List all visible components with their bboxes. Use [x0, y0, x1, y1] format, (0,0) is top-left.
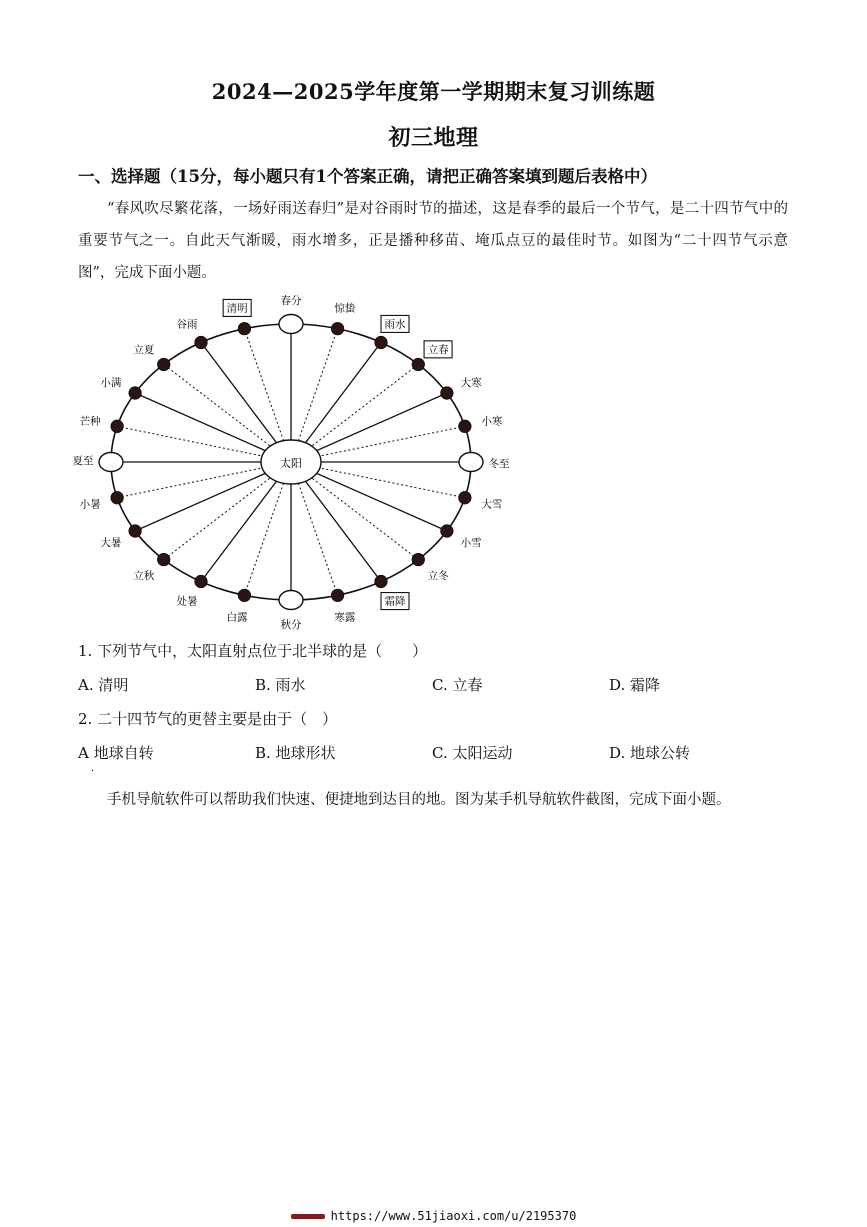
term-dot [412, 358, 425, 371]
q2-option-d[interactable]: D. 地球公转 [609, 744, 691, 762]
term-dot [331, 589, 344, 602]
term-dot [129, 525, 142, 538]
term-label: 立秋 [133, 570, 155, 583]
term-label: 清明 [226, 302, 248, 315]
term-dot [195, 575, 208, 588]
term-dot [238, 322, 251, 335]
term-dot [375, 336, 388, 349]
equinox-solstice-marker [99, 453, 123, 472]
term-label: 秋分 [280, 619, 302, 631]
term-label: 霜降 [384, 595, 406, 608]
question-1-stem: 1. 下列节气中，太阳直射点位于北半球的是（ ） [78, 642, 428, 660]
q2-option-b[interactable]: B. 地球形状 [255, 744, 336, 762]
equinox-solstice-marker [279, 315, 303, 334]
term-label: 谷雨 [176, 318, 198, 331]
term-label: 小雪 [460, 537, 482, 549]
term-label: 寒露 [334, 611, 356, 624]
term-label: 大雪 [481, 498, 503, 511]
second-intro-paragraph: 手机导航软件可以帮助我们快速、便捷地到达目的地。图为某手机导航软件截图，完成下面小题。 [107, 792, 731, 808]
sun-label: 太阳 [280, 457, 302, 470]
term-dot [331, 322, 344, 335]
term-label: 冬至 [488, 458, 510, 470]
q2-option-c[interactable]: C. 太阳运动 [432, 744, 513, 762]
term-dot [441, 525, 454, 538]
term-dot [441, 387, 454, 400]
term-dot [375, 575, 388, 588]
q1-option-b[interactable]: B. 雨水 [255, 676, 306, 694]
term-label: 立春 [427, 343, 449, 356]
term-label: 雨水 [384, 318, 406, 331]
footer [0, 1209, 867, 1223]
term-dot [195, 336, 208, 349]
term-dot [459, 491, 472, 504]
term-label: 夏至 [72, 455, 94, 467]
term-label: 大寒 [460, 377, 482, 389]
page-subtitle: 初三地理 [388, 125, 479, 151]
term-label: 小寒 [481, 415, 503, 428]
q2-option-a[interactable]: A 地球自转 [78, 744, 154, 762]
term-dot [157, 553, 170, 566]
section-heading: 一、选择题（15分，每小题只有1个答案正确，请把正确答案填到题后表格中） [78, 167, 657, 186]
question-2-stem: 2. 二十四节气的更替主要是由于（ ） [78, 710, 338, 728]
page-title: 2024—2025学年度第一学期期末复习训练题 [211, 79, 656, 104]
term-label: 春分 [280, 295, 302, 307]
solar-terms-diagram [72, 292, 525, 632]
term-label: 惊蛰 [334, 302, 356, 315]
term-label: 小暑 [79, 498, 101, 511]
term-dot [111, 420, 124, 433]
term-dot [412, 553, 425, 566]
term-dot [157, 358, 170, 371]
intro-paragraph: “春风吹尽繁花落，一场好雨送春归”是对谷雨时节的描述，这是春季的最后一个节气，是二十四节气中的重要节气之一。自此天气渐暖，雨水增多，正是播种移苗、埯瓜点豆的最佳时节。如图为“二十四节气示意图”，完成下面小题。 [78, 201, 788, 281]
stray-dot: · [91, 766, 95, 777]
term-label: 芒种 [79, 415, 101, 428]
term-label: 处暑 [176, 595, 198, 608]
q1-option-d[interactable]: D. 霜降 [609, 676, 661, 694]
equinox-solstice-marker [279, 591, 303, 610]
q1-option-c[interactable]: C. 立春 [432, 676, 483, 694]
term-label: 小满 [100, 377, 122, 389]
term-label: 立夏 [133, 343, 155, 356]
q1-option-a[interactable]: A. 清明 [78, 676, 129, 694]
term-dot [111, 491, 124, 504]
term-dot [459, 420, 472, 433]
equinox-solstice-marker [459, 453, 483, 472]
footer-logo-icon [291, 1214, 325, 1219]
term-label: 白露 [226, 611, 248, 624]
term-label: 大暑 [100, 537, 122, 549]
term-dot [238, 589, 251, 602]
term-dot [129, 387, 142, 400]
term-label: 立冬 [427, 570, 449, 583]
footer-url[interactable]: https://www.51jiaoxi.com/u/2195370 [330, 1209, 577, 1223]
